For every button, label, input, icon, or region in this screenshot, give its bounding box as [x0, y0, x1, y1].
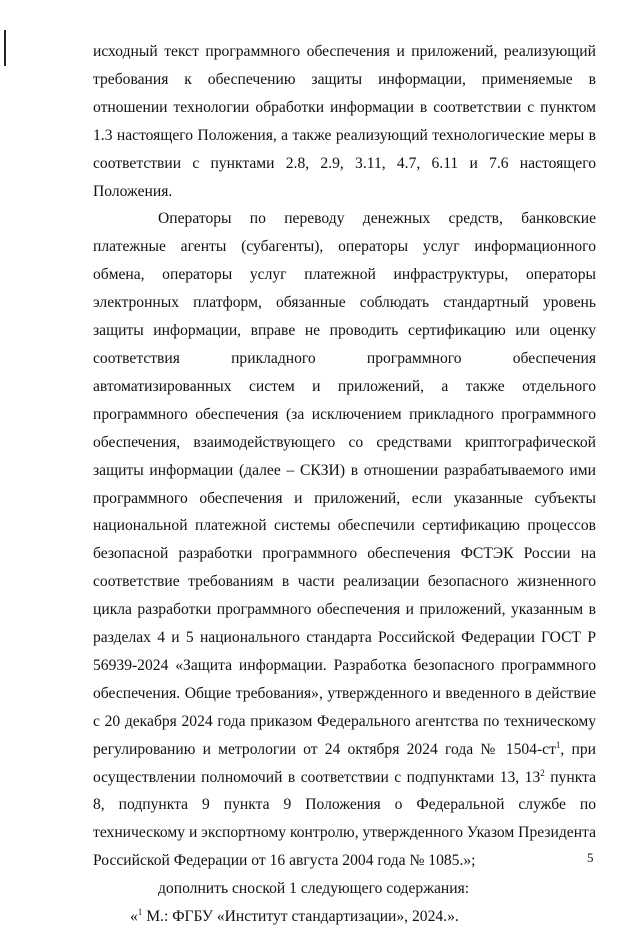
operators-paragraph — [93, 205, 596, 875]
continuation-paragraph: исходный текст программного обеспечения и приложений, реализующий требования к обеспечению защиты информации, применяемые в отношении технологии обработки информации в соответствии с пунктом 1.3 настоящего Положения, а также реализующий технологические меры в соответствии с пунктами 2.8, 2.9, 3.11, 4.7, 6.11 и 7.6 настоящего Положения. — [93, 43, 596, 200]
page-number: 5 — [587, 850, 594, 865]
footnote-text-mark: 1 — [137, 906, 143, 917]
footnote-reference: 1 — [555, 739, 561, 750]
operators-paragraph-part2: , при осуществлении полномочий в соответствии с подпунктами 13, 13 — [93, 740, 596, 786]
operators-paragraph-part3: пункта 8, подпункта 9 пункта 9 Положения о Федеральной службе по техническому и экспортному контролю, утвержденного Указом Президента Российской Федерации от 16 августа 2004 года № 1085.»; — [93, 768, 596, 870]
footnote-open-quote: « — [130, 908, 138, 926]
subpoint-superscript: 2 — [540, 767, 545, 778]
footnote-text — [93, 903, 596, 931]
page-body — [93, 38, 596, 931]
footnote-instruction: дополнить сноской 1 следующего содержания: — [158, 880, 470, 898]
margin-line — [4, 30, 6, 66]
footnote-body: М.: ФГБУ «Институт стандартизации», 2024.». — [142, 908, 459, 926]
operators-paragraph-part1: Операторы по переводу денежных средств, банковские платежные агенты (субагенты), операторы услуг информационного обмена, операторы услуг платежной инфраструктуры, операторы электронных платформ, обязанные соблюдать стандартный уровень защиты информации, вправе не проводить сертификацию или оценку соответствия прикладного программного обеспечения автоматизированных систем и приложений, а также отдельного программного обеспечения (за исключением прикладного программного обеспечения, взаимодействующего со средствами криптографической защиты информации (далее – СКЗИ) в отношении разрабатываемого ими программного обеспечения и приложений, если указанные субъекты национальной платежной системы обеспечили сертификацию процессов безопасной разработки программного обеспечения ФСТЭК России на соответствие требованиям в части реализации безопасного жизненного цикла разработки программного обеспечения и приложений, указанным в разделах 4 и 5 национального стандарта Российской Федерации ГОСТ Р 56939-2024 «Защита информации. Разработка безопасного программного обеспечения. Общие требования», утвержденного и введенного в действие с 20 декабря 2024 года приказом Федерального агентства по техническому регулированию и метрологии от 24 октября 2024 года № 1504-ст — [93, 210, 596, 758]
